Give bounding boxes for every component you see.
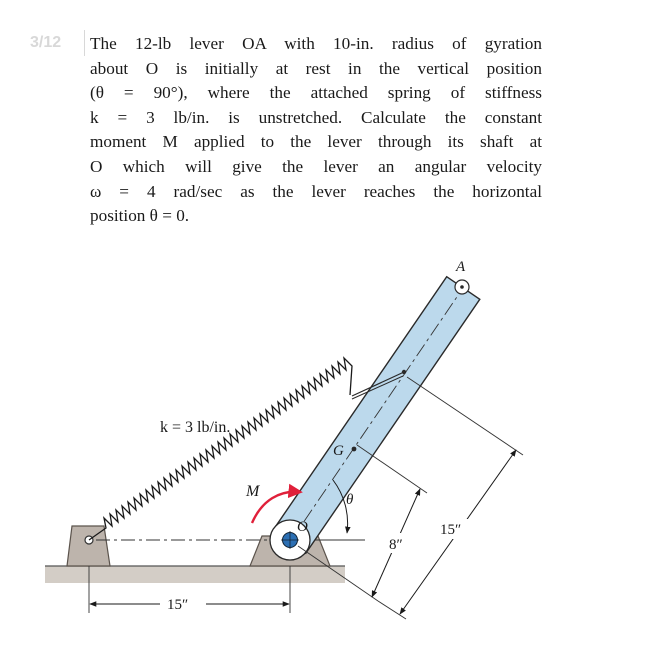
- label-o: O: [297, 519, 308, 535]
- problem-number: 3/12: [30, 34, 62, 51]
- dim-15-ext-o: [378, 601, 406, 619]
- spring-anchor-support: [67, 526, 110, 566]
- dim-15-ext-spring: [407, 377, 523, 455]
- label-moment-m: M: [246, 483, 260, 500]
- label-dim-15-lever: 15″: [440, 522, 462, 538]
- center-of-mass-g: [352, 447, 357, 452]
- label-dim-8: 8″: [389, 537, 403, 553]
- problem-line-3: (θ = 90°), where the attached spring of stiffness: [90, 83, 542, 103]
- problem-line-5: moment M applied to the lever through its shaft at: [90, 132, 542, 152]
- label-g: G: [333, 443, 344, 459]
- label-dim-15-base: 15″: [167, 597, 189, 613]
- problem-line-4: k = 3 lb/in. is unstretched. Calculate the constant: [90, 107, 542, 127]
- problem-line-2: about O is initially at rest in the vertical position: [90, 58, 542, 78]
- dim-8-ext-g: [357, 445, 427, 493]
- end-a-center: [460, 285, 464, 289]
- spring-stiffness-label: k = 3 lb/in.: [160, 419, 231, 436]
- problem-line-8: position θ = 0.: [90, 206, 190, 226]
- ground-base: [45, 566, 345, 583]
- problem-line-1: The 12-lb lever OA with 10-in. radius of gyration: [90, 34, 542, 53]
- label-theta: θ: [346, 492, 354, 508]
- problem-line-7: ω = 4 rad/sec as the lever reaches the horizontal: [90, 181, 542, 201]
- label-a: A: [456, 259, 466, 275]
- problem-line-6: O which will give the lever an angular velocity: [90, 156, 542, 176]
